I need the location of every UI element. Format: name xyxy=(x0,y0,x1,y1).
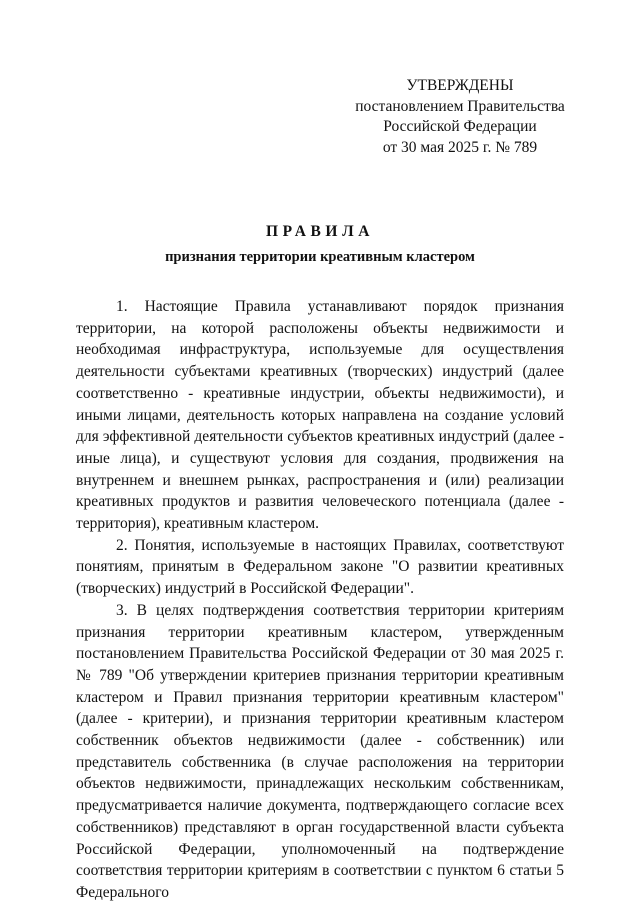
approval-heading: УТВЕРЖДЕНЫ xyxy=(406,77,514,94)
document-title: ПРАВИЛА xyxy=(265,223,375,240)
approval-line-3: от 30 мая 2025 г. № 789 xyxy=(382,138,538,156)
approval-line-2: Российской Федерации xyxy=(383,118,537,135)
document-body xyxy=(76,296,564,904)
document-subtitle: признания территории креативным кластером xyxy=(165,249,475,265)
approval-line-1: постановлением Правительства xyxy=(355,97,565,115)
approval-block xyxy=(340,76,580,158)
paragraph-3: 3. В целях подтверждения соответствия территории критериям признания территории креативным кластером, утвержденным постановлением Правительства Российской Федерации от 30 мая 2025 г. № 789 "Об утверждении критериев признания территории креативным кластером и Правил признания территории креативным кластером" (далее - критерии), и признания территории креативным кластером собственник объектов недвижимости (далее - собственник) или представитель собственника (в случае расположения на территории объектов недвижимости, принадлежащих нескольким собственникам, предусматривается наличие документа, подтверждающего согласие всех собственников) представляют в орган государственной власти субъекта Российской Федерации, уполномоченный на подтверждение соответствия территории критериям в соответствии с пунктом 6 статьи 5 Федерального xyxy=(76,601,564,901)
paragraph-1: 1. Настоящие Правила устанавливают порядок признания территории, на которой расположены объекты недвижимости и необходимая инфраструктура, используемые для осуществления деятельности субъектами креативных (творческих) индустрий (далее соответственно - креативные индустрии, объекты недвижимости), и иными лицами, деятельность которых направлена на создание условий для эффективной деятельности субъектов креативных индустрий (далее - иные лица), и существуют условия для создания, продвижения на внутреннем и внешнем рынках, распространения и (или) реализации креативных продуктов и развития человеческого потенциала (далее - территория), креативным кластером. xyxy=(76,298,564,533)
paragraph-2: 2. Понятия, используемые в настоящих Правилах, соответствуют понятиям, принятым в Федеральном законе "О развитии креативных (творческих) индустрий в Российской Федерации". xyxy=(76,536,564,598)
